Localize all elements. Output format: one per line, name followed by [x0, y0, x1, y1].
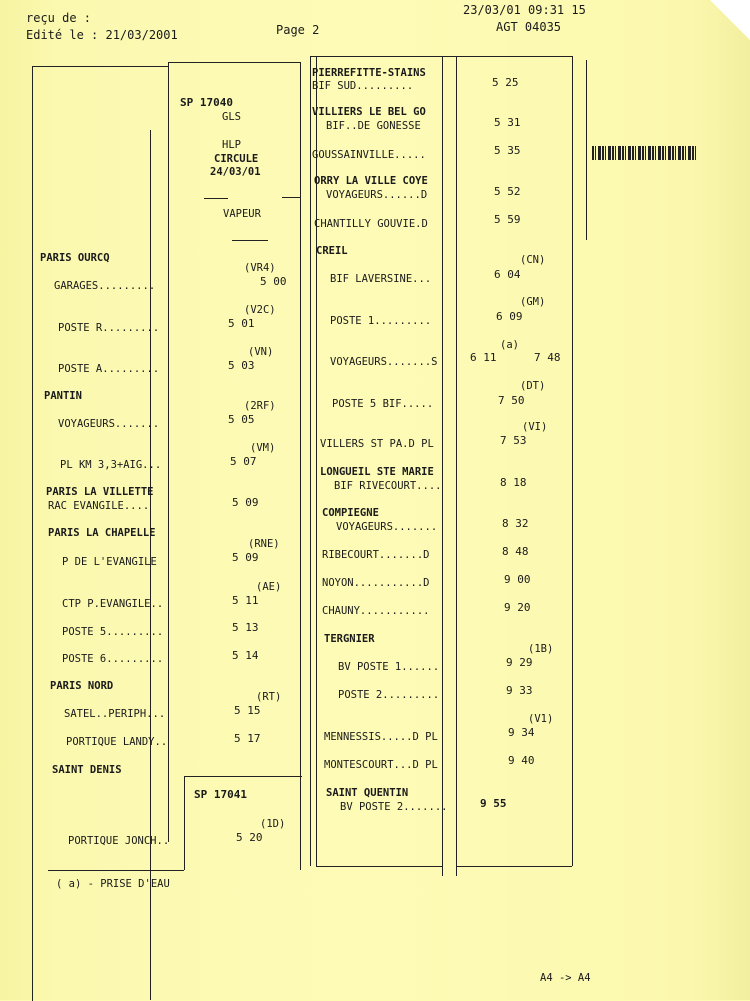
stop-chantilly: CHANTILLY GOUVIE.D: [314, 218, 428, 230]
code-v1: (V1): [528, 713, 554, 725]
time-portique-jonch: 5 20: [236, 831, 263, 844]
center-top-border: [168, 62, 300, 63]
stop-poste-a: POSTE A.........: [58, 363, 160, 375]
vapeur-label: VAPEUR: [223, 208, 261, 220]
time-p-de-levangile: 5 09: [232, 551, 259, 564]
stop-poste-5-bif: POSTE 5 BIF.....: [332, 398, 434, 410]
time-chauny: 9 20: [504, 601, 531, 614]
stop-poste-2-tergnier: POSTE 2.........: [338, 689, 440, 701]
stop-villers-st-pa: VILLERS ST PA.D PL: [320, 438, 434, 450]
time-orry-voyageurs: 5 52: [494, 185, 521, 198]
right-time-divider: [456, 56, 457, 876]
time-rac-evangile: 5 09: [232, 496, 259, 509]
stop-satel-periph: SATEL..PERIPH...: [64, 708, 166, 720]
station-creil: CREIL: [316, 245, 348, 257]
station-pierrefitte-stains: PIERREFITTE-STAINS: [312, 67, 426, 79]
station-villiers-le-bel: VILLIERS LE BEL GO: [312, 106, 426, 118]
page-number: Page 2: [276, 23, 320, 37]
vapeur-underline: [232, 240, 268, 241]
left-top-border: [32, 66, 168, 67]
stop-creil-voyageurs: VOYAGEURS.......S: [330, 356, 438, 368]
time-noyon: 9 00: [504, 573, 531, 586]
print-datetime: 23/03/01 09:31 15: [463, 3, 586, 17]
right-bottom-border: [316, 866, 442, 867]
edited-date: Edité le : 21/03/2001: [26, 28, 178, 42]
time-goussainville: 5 35: [494, 144, 521, 157]
time-pantin-voyageurs: 5 05: [228, 413, 255, 426]
code-1d: (1D): [260, 818, 286, 830]
circule-underline: [204, 198, 228, 199]
code-vn: (VN): [248, 346, 274, 358]
left-bottom-border: [48, 870, 184, 871]
station-tergnier: TERGNIER: [324, 633, 375, 645]
time-bif-sud: 5 25: [492, 76, 519, 89]
station-pantin: PANTIN: [44, 390, 82, 402]
right-top-border: [310, 56, 572, 57]
station-paris-nord: PARIS NORD: [50, 680, 114, 692]
time-ctp-p-evangile: 5 11: [232, 594, 259, 607]
station-saint-denis: SAINT DENIS: [52, 764, 122, 776]
time-ribecourt: 8 48: [502, 545, 529, 558]
center-divider: [300, 62, 301, 870]
stop-montescourt: MONTESCOURT...D PL: [324, 759, 438, 771]
station-paris-la-chapelle: PARIS LA CHAPELLE: [48, 527, 156, 539]
stop-pantin-voyageurs: VOYAGEURS.......: [58, 418, 160, 430]
code-vm: (VM): [250, 442, 276, 454]
time-creil-arrival: 6 11: [470, 351, 497, 364]
code-cn: (CN): [520, 254, 546, 266]
code-rne: (RNE): [248, 538, 280, 550]
stop-goussainville: GOUSSAINVILLE.....: [312, 149, 426, 161]
time-mennessis: 9 34: [508, 726, 535, 739]
stop-bv-poste-2: BV POSTE 2.......: [340, 801, 448, 813]
stop-garages: GARAGES.........: [54, 280, 156, 292]
code-a: (a): [500, 339, 519, 351]
time-bif-laversine: 6 04: [494, 268, 521, 281]
left-outer-border: [32, 66, 33, 1001]
stop-ctp-p-evangile: CTP P.EVANGILE..: [62, 598, 164, 610]
gls-label: GLS: [222, 111, 241, 123]
station-paris-ourcq: PARIS OURCQ: [40, 252, 110, 264]
footnote-prise-deau: ( a) - PRISE D'EAU: [56, 878, 170, 890]
stop-bv-poste-1: BV POSTE 1......: [338, 661, 440, 673]
code-rt: (RT): [256, 691, 282, 703]
time-poste-2-tergnier: 9 33: [506, 684, 533, 697]
code-vr4: (VR4): [244, 262, 276, 274]
sp-number-2: SP 17041: [194, 788, 247, 801]
time-bv-poste-2: 9 55: [480, 797, 507, 810]
code-vi: (VI): [522, 421, 548, 433]
stop-poste-5-left: POSTE 5.........: [62, 626, 164, 638]
left-step-line: [184, 776, 302, 777]
time-poste-6: 5 14: [232, 649, 259, 662]
center-tick: [282, 197, 300, 198]
time-poste-r: 5 01: [228, 317, 255, 330]
station-saint-quentin: SAINT QUENTIN: [326, 787, 409, 799]
page-curl: [710, 0, 750, 40]
sp-number-1: SP 17040: [180, 96, 233, 109]
time-garages: 5 00: [260, 275, 287, 288]
code-1b: (1B): [528, 643, 554, 655]
stop-ribecourt: RIBECOURT.......D: [322, 549, 430, 561]
code-ae: (AE): [256, 581, 282, 593]
time-pl-km: 5 07: [230, 455, 257, 468]
stop-chauny: CHAUNY...........: [322, 605, 430, 617]
time-chantilly: 5 59: [494, 213, 521, 226]
agent-code: AGT 04035: [496, 20, 562, 34]
time-poste-5-left: 5 13: [232, 621, 259, 634]
right-extra-border: [586, 60, 587, 240]
time-poste-a: 5 03: [228, 359, 255, 372]
time-satel-periph: 5 15: [234, 704, 261, 717]
stop-compiegne-voyageurs: VOYAGEURS.......: [336, 521, 438, 533]
circule-label: CIRCULE: [214, 153, 259, 165]
time-bif-rivecourt: 8 18: [500, 476, 527, 489]
stop-poste-1-creil: POSTE 1.........: [330, 315, 432, 327]
left-bottom-step: [184, 776, 185, 870]
stop-p-de-levangile: P DE L'EVANGILE: [62, 556, 157, 568]
stop-pl-km: PL KM 3,3+AIG...: [60, 459, 162, 471]
time-portique-landy: 5 17: [234, 732, 261, 745]
stop-rac-evangile: RAC EVANGILE....: [48, 500, 150, 512]
right-text-divider: [442, 56, 443, 876]
received-label: reçu de :: [26, 11, 92, 25]
stop-portique-jonch: PORTIQUE JONCH..: [68, 835, 170, 847]
code-v2c: (V2C): [244, 304, 276, 316]
circule-date: 24/03/01: [210, 166, 261, 178]
stop-mennessis: MENNESSIS.....D PL: [324, 731, 438, 743]
right-time-border: [572, 56, 573, 866]
time-poste-1-creil: 6 09: [496, 310, 523, 323]
time-villers-st-pa: 7 53: [500, 434, 527, 447]
station-orry-la-ville: ORRY LA VILLE COYE: [314, 175, 428, 187]
stop-bif-de-gonesse: BIF..DE GONESSE: [326, 120, 421, 132]
barcode: [592, 146, 696, 160]
code-2rf: (2RF): [244, 400, 276, 412]
stop-orry-voyageurs: VOYAGEURS......D: [326, 189, 428, 201]
left-inner-divider: [168, 62, 169, 842]
time-montescourt: 9 40: [508, 754, 535, 767]
station-longueil-ste-marie: LONGUEIL STE MARIE: [320, 466, 434, 478]
stop-noyon: NOYON...........D: [322, 577, 430, 589]
station-compiegne: COMPIEGNE: [322, 507, 379, 519]
time-compiegne-voyageurs: 8 32: [502, 517, 529, 530]
stop-poste-r: POSTE R.........: [58, 322, 160, 334]
right-outer-border: [310, 56, 311, 866]
code-dt: (DT): [520, 380, 546, 392]
time-bv-poste-1: 9 29: [506, 656, 533, 669]
station-paris-la-villette: PARIS LA VILLETTE: [46, 486, 154, 498]
hlp-label: HLP: [222, 139, 241, 151]
time-bif-de-gonesse: 5 31: [494, 116, 521, 129]
code-gm: (GM): [520, 296, 546, 308]
stop-poste-6: POSTE 6.........: [62, 653, 164, 665]
time-creil-departure: 7 48: [534, 351, 561, 364]
right-time-bottom: [456, 866, 572, 867]
time-poste-5-bif: 7 50: [498, 394, 525, 407]
stop-bif-sud: BIF SUD.........: [312, 80, 414, 92]
stop-portique-landy: PORTIQUE LANDY..: [66, 736, 168, 748]
stop-bif-rivecourt: BIF RIVECOURT....: [334, 480, 442, 492]
stop-bif-laversine: BIF LAVERSINE...: [330, 273, 432, 285]
paper-format: A4 -> A4: [540, 972, 591, 984]
